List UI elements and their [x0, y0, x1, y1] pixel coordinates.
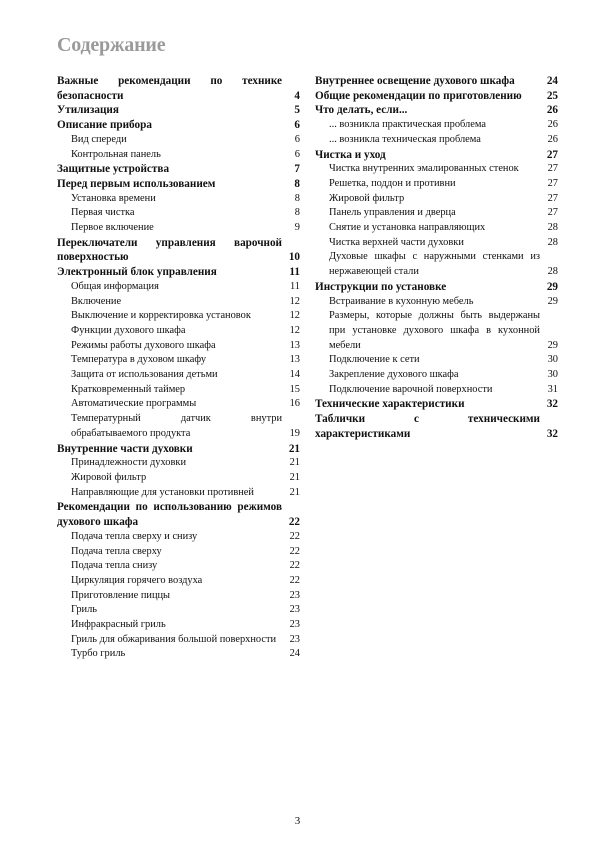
toc-entry-title: Автоматические программы — [71, 398, 197, 410]
toc-entry-page: 22 — [289, 545, 300, 557]
toc-entry-title: Вид спереди — [71, 133, 127, 145]
toc-entry-title: Жировой фильтр — [329, 192, 405, 204]
toc-subsection-entry[interactable] — [315, 250, 558, 279]
toc-entry-title: Подача тепла сверху и снизу — [71, 530, 198, 542]
toc-entry-title: Принадлежности духовки — [71, 457, 187, 469]
toc-entry-page: 12 — [289, 295, 300, 307]
toc-entry-page: 8 — [294, 192, 300, 204]
toc-entry-page: 23 — [289, 619, 300, 631]
toc-entry-title: Что делать, если... — [315, 104, 408, 117]
toc-entry-page: 24 — [289, 648, 300, 660]
toc-entry-title: Внутреннее освещение духового шкафа — [315, 75, 515, 87]
toc-entry-title: Кратковременный таймер — [71, 383, 186, 395]
toc-entry-page: 11 — [289, 280, 300, 292]
toc-entry-page: 4 — [294, 89, 300, 102]
toc-entry-title: Циркуляция горячего воздуха — [71, 574, 203, 586]
toc-entry-title: Утилизация — [57, 104, 119, 117]
toc-entry-title: Решетка, поддон и противни — [329, 177, 456, 189]
toc-entry-title: Чистка верхней части духовки — [329, 236, 464, 248]
toc-entry-page: 21 — [289, 471, 300, 483]
toc-subsection-entry[interactable] — [57, 559, 300, 574]
toc-entry-page: 16 — [289, 398, 300, 410]
toc-entry-title: Инфракрасный гриль — [71, 619, 166, 631]
toc-subsection-entry[interactable] — [315, 368, 558, 383]
toc-subsection-entry[interactable] — [315, 192, 558, 207]
toc-entry-page: 32 — [546, 427, 558, 440]
toc-entry-page: 27 — [547, 177, 558, 189]
toc-subsection-entry[interactable] — [57, 603, 300, 618]
toc-entry-page: 23 — [289, 604, 300, 616]
toc-entry-title: Переключатели управления варочной поверхностью — [57, 236, 282, 264]
toc-entry-title: Встраивание в кухонную мебель — [329, 295, 474, 307]
toc-subsection-entry[interactable] — [315, 353, 558, 368]
toc-entry-page: 19 — [289, 427, 300, 439]
toc-entry-page: 10 — [288, 251, 300, 264]
toc-entry-title: Панель управления и дверца — [329, 207, 456, 219]
toc-entry-title: Рекомендации по использованию режимов духового шкафа — [57, 501, 282, 529]
toc-section-entry[interactable] — [315, 148, 558, 163]
toc-entry-title: Контрольная панель — [71, 148, 161, 160]
toc-section-entry[interactable] — [57, 162, 300, 177]
page-title: Содержание — [57, 34, 166, 56]
toc-subsection-entry[interactable] — [315, 206, 558, 221]
toc-entry-page: 28 — [547, 236, 558, 248]
toc-entry-page: 23 — [289, 633, 300, 645]
toc-section-entry[interactable] — [57, 236, 300, 265]
toc-entry-page: 21 — [289, 486, 300, 498]
toc-section-entry[interactable] — [315, 89, 558, 104]
toc-entry-title: Выключение и корректировка установок — [71, 310, 251, 322]
toc-entry-page: 25 — [546, 89, 558, 102]
toc-subsection-entry[interactable] — [315, 162, 558, 177]
toc-subsection-entry[interactable] — [315, 177, 558, 192]
toc-entry-page: 31 — [547, 383, 558, 395]
toc-entry-page: 13 — [289, 339, 300, 351]
toc-subsection-entry[interactable] — [315, 133, 558, 148]
toc-entry-title: Температурный датчик внутри обрабатываемого продукта — [71, 413, 282, 439]
toc-entry-title: Подключение варочной поверхности — [329, 383, 493, 395]
toc-entry-page: 28 — [547, 222, 558, 234]
toc-entry-title: Гриль — [71, 604, 98, 616]
toc-entry-page: 29 — [547, 295, 558, 307]
toc-subsection-entry[interactable] — [57, 133, 300, 148]
toc-subsection-entry[interactable] — [57, 647, 300, 662]
toc-entry-page: 30 — [547, 369, 558, 381]
toc-subsection-entry[interactable] — [57, 383, 300, 398]
toc-section-entry[interactable] — [57, 103, 300, 118]
toc-entry-page: 22 — [288, 516, 300, 529]
toc-subsection-entry[interactable] — [315, 118, 558, 133]
toc-entry-title: Духовые шкафы с наружными стенками из нержавеющей стали — [329, 251, 540, 278]
toc-entry-page: 26 — [546, 104, 558, 117]
toc-subsection-entry[interactable] — [57, 456, 300, 471]
toc-entry-page: 6 — [294, 148, 300, 160]
toc-entry-page: 30 — [547, 354, 558, 366]
toc-section-entry[interactable] — [57, 500, 300, 529]
toc-entry-title: Включение — [71, 295, 122, 307]
toc-section-entry[interactable] — [57, 265, 300, 280]
toc-entry-page: 8 — [294, 207, 300, 219]
toc-subsection-entry[interactable] — [57, 353, 300, 368]
toc-entry-title: Подключение к сети — [329, 354, 420, 366]
toc-subsection-entry[interactable] — [57, 280, 300, 295]
toc-section-entry[interactable] — [57, 177, 300, 192]
toc-entry-title: ... возникла практическая проблема — [329, 119, 486, 131]
toc-section-entry[interactable] — [57, 118, 300, 133]
toc-subsection-entry[interactable] — [57, 618, 300, 633]
toc-entry-title: Закрепление духового шкафа — [329, 369, 459, 381]
toc-entry-page: 13 — [289, 354, 300, 366]
toc-entry-page: 29 — [546, 280, 558, 293]
toc-entry-page: 29 — [547, 339, 558, 351]
toc-entry-title: Турбо гриль — [71, 648, 126, 660]
toc-subsection-entry[interactable] — [57, 412, 300, 441]
toc-entry-title: Подача тепла сверху — [71, 545, 162, 557]
toc-entry-page: 32 — [546, 398, 558, 411]
toc-subsection-entry[interactable] — [315, 221, 558, 236]
toc-entry-title: Первое включение — [71, 222, 154, 234]
toc-entry-page: 9 — [294, 222, 300, 234]
toc-entry-page: 12 — [289, 324, 300, 336]
toc-entry-page: 27 — [547, 207, 558, 219]
toc-entry-page: 11 — [289, 266, 300, 279]
toc-entry-title: Чистка внутренних эмалированных стенок — [329, 163, 519, 175]
toc-subsection-entry[interactable] — [57, 368, 300, 383]
toc-entry-page: 6 — [294, 119, 300, 132]
toc-section-entry[interactable] — [315, 397, 558, 412]
toc-entry-title: Установка времени — [71, 192, 156, 204]
toc-section-entry[interactable] — [315, 74, 558, 89]
toc-entry-title: Общая информация — [71, 280, 159, 292]
toc-subsection-entry[interactable] — [57, 324, 300, 339]
toc-entry-page: 5 — [294, 104, 300, 117]
toc-subsection-entry[interactable] — [57, 309, 300, 324]
toc-subsection-entry[interactable] — [57, 545, 300, 560]
toc-subsection-entry[interactable] — [57, 471, 300, 486]
toc-entry-page: 26 — [547, 119, 558, 131]
toc-entry-title: ... возникла техническая проблема — [329, 133, 481, 145]
toc-entry-page: 27 — [547, 163, 558, 175]
toc-entry-title: Подача тепла снизу — [71, 560, 158, 572]
toc-entry-title: Защита от использования детьми — [71, 369, 218, 381]
toc-entry-page: 12 — [289, 310, 300, 322]
toc-entry-title: Электронный блок управления — [57, 266, 217, 279]
toc-entry-page: 27 — [547, 192, 558, 204]
toc-entry-title: Размеры, которые должны быть выдержаны при установке духового шкафа в кухонной мебели — [329, 310, 540, 351]
toc-subsection-entry[interactable] — [315, 236, 558, 251]
toc-entry-page: 21 — [289, 457, 300, 469]
toc-subsection-entry[interactable] — [57, 192, 300, 207]
toc-subsection-entry[interactable] — [57, 486, 300, 501]
toc-subsection-entry[interactable] — [57, 589, 300, 604]
toc-entry-title: Важные рекомендации по технике безопасности — [57, 75, 282, 102]
toc-entry-title: Чистка и уход — [315, 148, 386, 161]
toc-entry-title: Защитные устройства — [57, 163, 170, 176]
toc-subsection-entry[interactable] — [57, 339, 300, 354]
toc-entry-page: 22 — [289, 560, 300, 572]
toc-entry-title: Режимы работы духового шкафа — [71, 339, 216, 351]
toc-entry-title: Первая чистка — [71, 207, 135, 219]
toc-subsection-entry[interactable] — [57, 397, 300, 412]
toc-entry-page: 14 — [289, 369, 300, 381]
toc-entry-title: Направляющие для установки противней — [71, 486, 254, 498]
toc-entry-title: Инструкции по установке — [315, 280, 447, 293]
toc-entry-title: Температура в духовом шкафу — [71, 354, 207, 366]
toc-entry-page: 24 — [546, 75, 558, 87]
toc-entry-page: 15 — [289, 383, 300, 395]
toc-entry-title: Приготовление пиццы — [71, 589, 171, 601]
toc-left-column — [57, 74, 300, 662]
toc-subsection-entry[interactable] — [315, 295, 558, 310]
toc-entry-page: 27 — [546, 148, 558, 161]
toc-subsection-entry[interactable] — [57, 148, 300, 163]
toc-entry-page: 21 — [288, 442, 300, 455]
toc-section-entry[interactable] — [315, 280, 558, 295]
toc-entry-page: 26 — [547, 133, 558, 145]
toc-entry-title: Технические характеристики — [315, 398, 465, 411]
toc-section-entry[interactable] — [57, 74, 300, 103]
toc-entry-title: Перед первым использованием — [57, 177, 216, 190]
toc-entry-title: Функции духового шкафа — [71, 324, 186, 336]
toc-right-column — [315, 74, 558, 442]
toc-section-entry[interactable] — [315, 103, 558, 118]
toc-entry-page: 8 — [294, 177, 300, 190]
toc-entry-page: 28 — [547, 266, 558, 278]
toc-section-entry[interactable] — [57, 442, 300, 457]
toc-entry-title: Внутренние части духовки — [57, 442, 193, 455]
toc-entry-page: 23 — [289, 589, 300, 601]
toc-subsection-entry[interactable] — [57, 206, 300, 221]
toc-entry-title: Гриль для обжаривания большой поверхности — [71, 633, 277, 645]
toc-entry-title: Снятие и установка направляющих — [329, 222, 486, 234]
toc-entry-title: Таблички с техническими характеристиками — [315, 413, 540, 440]
toc-subsection-entry[interactable] — [315, 383, 558, 398]
toc-entry-page: 22 — [289, 530, 300, 542]
page-number: 3 — [294, 815, 301, 827]
toc-subsection-entry[interactable] — [57, 574, 300, 589]
toc-entry-title: Общие рекомендации по приготовлению — [315, 89, 522, 102]
toc-subsection-entry[interactable] — [315, 309, 558, 353]
toc-entry-page: 22 — [289, 574, 300, 586]
toc-entry-page: 6 — [294, 133, 300, 145]
toc-entry-page: 7 — [294, 163, 300, 176]
toc-subsection-entry[interactable] — [57, 633, 300, 648]
toc-entry-title: Описание прибора — [57, 119, 152, 132]
toc-subsection-entry[interactable] — [57, 530, 300, 545]
toc-subsection-entry[interactable] — [57, 221, 300, 236]
toc-subsection-entry[interactable] — [57, 295, 300, 310]
toc-entry-title: Жировой фильтр — [71, 471, 147, 483]
toc-section-entry[interactable] — [315, 412, 558, 441]
